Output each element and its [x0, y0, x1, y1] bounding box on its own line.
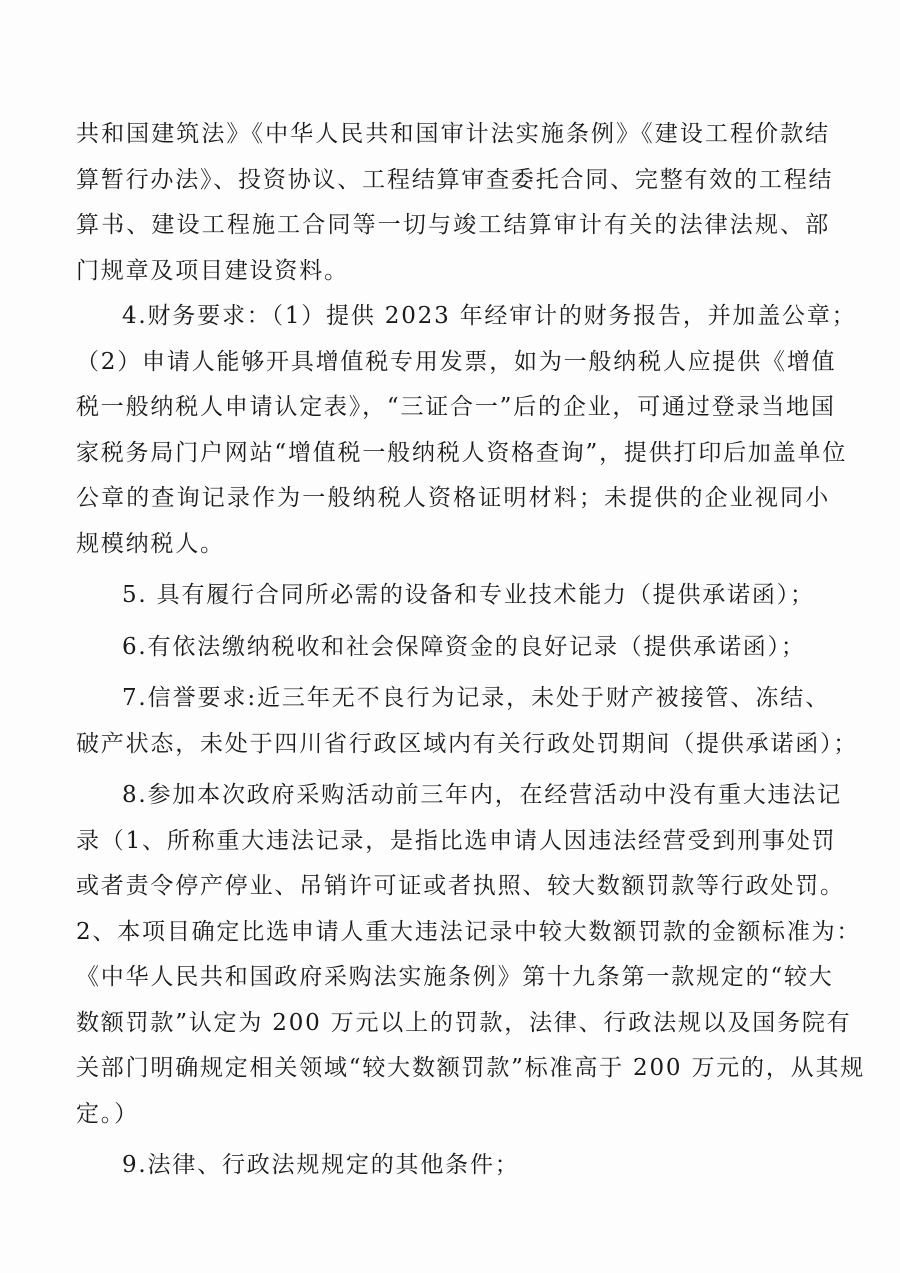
- text-line: 数额罚款”认定为 200 万元以上的罚款，法律、行政法规以及国务院有: [76, 1009, 852, 1036]
- text-line: 关部门明确规定相关领域“较大数额罚款”标准高于 200 万元的，从其规: [76, 1055, 866, 1081]
- text-line: 7.信誉要求:近三年无不良行为记录，未处于财产被接管、冻结、: [122, 685, 830, 711]
- text-line: 规模纳税人。: [76, 530, 225, 557]
- paragraph-item-9: [76, 1143, 830, 1189]
- text-line: 破产状态，未处于四川省行政区域内有关行政处罚期间（提供承诺函）；: [76, 730, 859, 757]
- text-line: 税一般纳税人申请认定表》，“三证合一”后的企业，可通过登录当地国: [76, 394, 836, 420]
- text-line: 6.有依法缴纳税收和社会保障资金的良好记录（提供承诺函）；: [122, 633, 806, 660]
- text-line: 算书、建设工程施工合同等一切与竣工结算审计有关的法律法规、部: [76, 212, 830, 238]
- text-line: 5. 具有履行合同所必需的设备和专业技术能力（提供承诺函）；: [122, 582, 815, 608]
- paragraph-continuation: [76, 112, 834, 294]
- paragraph-item-6: [76, 625, 830, 671]
- paragraph-item-7: [76, 676, 859, 767]
- paragraph-item-4: [76, 294, 857, 567]
- paragraph-item-5: [76, 573, 830, 619]
- text-line: 8.参加本次政府采购活动前三年内，在经营活动中没有重大违法记: [122, 782, 842, 808]
- text-line: 共和国建筑法》《中华人民共和国审计法实施条例》《建设工程价款结: [76, 121, 830, 147]
- text-line: 9.法律、行政法规规定的其他条件；: [122, 1152, 520, 1178]
- paragraph-item-8: [76, 773, 866, 1137]
- document-body: [76, 112, 866, 1189]
- text-line: 《中华人民共和国政府采购法实施条例》第十九条第一款规定的“较大: [76, 964, 834, 990]
- text-line: 录（1、所称重大违法记录，是指比选申请人因违法经营受到刑事处罚: [76, 827, 837, 854]
- text-line: 公章的查询记录作为一般纳税人资格证明材料；未提供的企业视同小: [76, 485, 830, 511]
- text-line: 门规章及项目建设资料。: [76, 257, 349, 284]
- text-line: 4.财务要求：（1）提供 2023 年经审计的财务报告，并加盖公章；: [122, 303, 857, 329]
- text-line: （2）申请人能够开具增值税专用发票，如为一般纳税人应提供《增值: [76, 348, 837, 375]
- text-line: 家税务局门户网站“增值税一般纳税人资格查询”，提供打印后加盖单位: [76, 439, 848, 466]
- text-line: 定。）: [76, 1100, 139, 1127]
- text-line: 或者责令停产停业、吊销许可证或者执照、较大数额罚款等行政处罚。: [76, 873, 845, 899]
- text-line: 2、本项目确定比选申请人重大违法记录中较大数额罚款的金额标准为：: [76, 918, 862, 945]
- text-line: 算暂行办法》、投资协议、工程结算审查委托合同、完整有效的工程结: [76, 166, 834, 193]
